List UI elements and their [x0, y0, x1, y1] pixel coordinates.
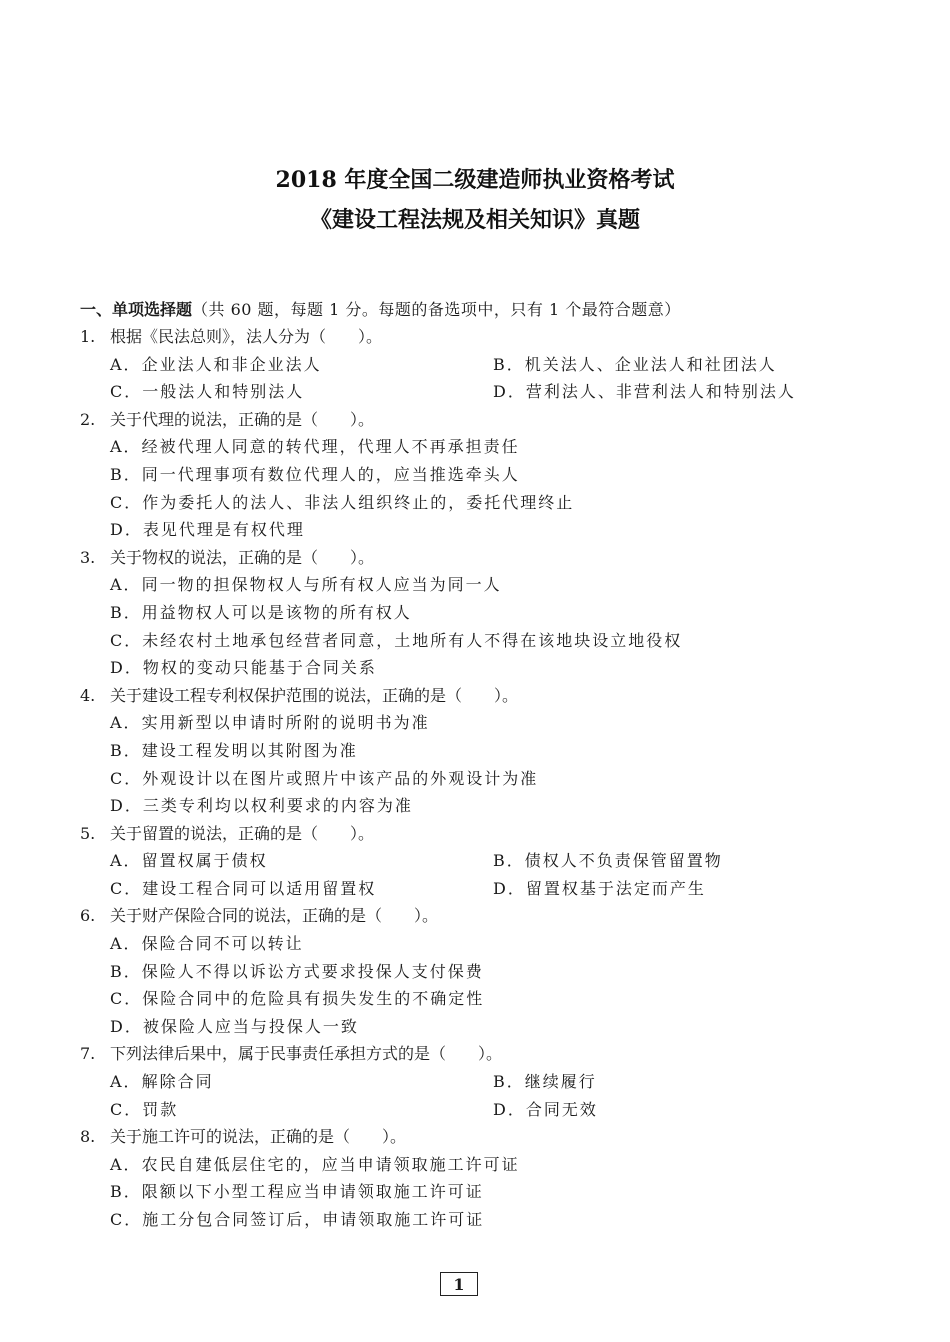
question-stem [80, 820, 860, 848]
question [80, 902, 860, 1040]
option-letter: A． [110, 354, 142, 374]
option-letter: B． [110, 464, 142, 484]
option-text: 保险合同不可以转让 [141, 934, 304, 954]
option-row [80, 875, 860, 903]
question-number: 7. [80, 1044, 96, 1064]
option-text: 建设工程合同可以适用留置权 [142, 878, 377, 898]
option-d [80, 1013, 860, 1041]
question-number: 8. [80, 1127, 96, 1147]
question-number: 4. [80, 685, 96, 705]
option-text: 继续履行 [524, 1072, 597, 1092]
option-letter: D． [110, 658, 143, 678]
question-stem [80, 1040, 860, 1068]
option-letter: A． [110, 437, 142, 457]
option-b [493, 847, 876, 875]
option-text: 限额以下小型工程应当申请领取施工许可证 [141, 1182, 484, 1202]
option-text: 保险人不得以诉讼方式要求投保人支付保费 [141, 961, 484, 981]
option-letter: B． [110, 961, 142, 981]
option-text: 三类专利均以权利要求的内容为准 [142, 796, 413, 816]
option-text: 未经农村土地承包经营者同意，土地所有人不得在该地块设立地役权 [142, 630, 683, 650]
question-text: 关于物权的说法，正确的是（ ）。 [110, 547, 375, 567]
option-c [80, 985, 860, 1013]
option-d [493, 378, 876, 406]
question-text: 根据《民法总则》，法人分为（ ）。 [110, 327, 383, 346]
option-a [110, 351, 493, 379]
option-letter: A． [110, 713, 142, 733]
option-row [80, 1068, 860, 1096]
option-text: 外观设计以在图片或照片中该产品的外观设计为准 [142, 768, 539, 788]
option-text: 企业法人和非企业法人 [141, 354, 322, 374]
question [80, 820, 860, 903]
option-text: 罚款 [142, 1099, 179, 1119]
question-stem [80, 1123, 860, 1151]
option-letter: D． [110, 796, 143, 816]
option-b [80, 737, 860, 765]
section-heading-note: （共 60 题，每题 1 分。每题的备选项中，只有 1 个最符合题意） [192, 300, 681, 319]
option-letter: C． [110, 878, 143, 898]
section-heading-title: 一、单项选择题 [80, 300, 193, 319]
question [80, 323, 860, 406]
option-text: 解除合同 [141, 1072, 214, 1092]
option-text: 作为委托人的法人、非法人组织终止的，委托代理终止 [142, 492, 575, 512]
option-b [80, 1178, 860, 1206]
option-letter: C． [110, 1099, 143, 1119]
question [80, 682, 860, 820]
page-number: 1 [440, 1272, 478, 1296]
option-letter: B． [110, 740, 142, 760]
option-text: 一般法人和特别法人 [142, 382, 305, 402]
option-text: 留置权基于法定而产生 [525, 878, 706, 898]
option-d [80, 654, 860, 682]
question [80, 544, 860, 682]
option-letter: A． [110, 1072, 142, 1092]
option-a [80, 571, 860, 599]
option-letter: B． [493, 354, 525, 374]
option-row [80, 351, 860, 379]
option-text: 合同无效 [525, 1099, 598, 1119]
question-number: 1. [80, 327, 96, 346]
option-text: 实用新型以申请时所附的说明书为准 [141, 713, 430, 733]
option-letter: D． [493, 382, 526, 402]
question [80, 1123, 860, 1233]
option-a [80, 709, 860, 737]
option-text: 留置权属于债权 [141, 851, 268, 871]
option-c [80, 1206, 860, 1234]
option-a [110, 1068, 493, 1096]
option-letter: A． [110, 851, 142, 871]
option-d [80, 516, 860, 544]
question [80, 1040, 860, 1123]
exam-title [0, 160, 950, 240]
option-a [80, 930, 860, 958]
option-b [493, 1068, 876, 1096]
option-letter: B． [110, 602, 142, 622]
option-letter: C． [110, 989, 143, 1009]
option-c [110, 1096, 493, 1124]
option-text: 用益物权人可以是该物的所有权人 [141, 602, 412, 622]
option-b [493, 351, 876, 379]
question-stem [80, 682, 860, 710]
option-text: 物权的变动只能基于合同关系 [142, 658, 377, 678]
option-text: 施工分包合同签订后，申请领取施工许可证 [142, 1210, 485, 1229]
option-text: 建设工程发明以其附图为准 [141, 740, 358, 760]
option-row [80, 1096, 860, 1124]
option-text: 被保险人应当与投保人一致 [142, 1016, 359, 1036]
question-text: 关于留置的说法，正确的是（ ）。 [110, 823, 375, 843]
option-text: 债权人不负责保管留置物 [524, 851, 723, 871]
option-letter: A． [110, 934, 142, 954]
question-text: 下列法律后果中，属于民事责任承担方式的是（ ）。 [110, 1044, 503, 1064]
option-a [80, 1151, 860, 1179]
question-stem [80, 406, 860, 434]
option-letter: A． [110, 575, 142, 595]
option-text: 农民自建低层住宅的，应当申请领取施工许可证 [141, 1154, 520, 1174]
option-text: 同一物的担保物权人与所有权人应当为同一人 [141, 575, 502, 595]
option-letter: D． [493, 878, 526, 898]
option-letter: C． [110, 382, 143, 402]
option-d [493, 875, 876, 903]
option-text: 表见代理是有权代理 [142, 520, 305, 540]
option-d [493, 1096, 876, 1124]
option-a [110, 847, 493, 875]
option-letter: A． [110, 1154, 142, 1174]
option-letter: B． [110, 1182, 142, 1202]
option-c [110, 378, 493, 406]
option-d [80, 792, 860, 820]
option-b [80, 958, 860, 986]
option-letter: C． [110, 492, 143, 512]
option-text: 营利法人、非营利法人和特别法人 [525, 382, 796, 402]
option-letter: C． [110, 630, 143, 650]
question-number: 3. [80, 547, 96, 567]
option-letter: C． [110, 1210, 143, 1229]
question [80, 406, 860, 544]
option-c [80, 627, 860, 655]
option-text: 同一代理事项有数位代理人的，应当推选牵头人 [141, 464, 520, 484]
question-stem [80, 902, 860, 930]
question-content [80, 296, 860, 1234]
option-row [80, 847, 860, 875]
exam-title-line-1: 2018 年度全国二级建造师执业资格考试 [275, 167, 675, 193]
option-c [80, 489, 860, 517]
option-letter: B． [493, 851, 525, 871]
option-letter: D． [493, 1099, 526, 1119]
option-letter: D． [110, 1016, 143, 1036]
option-c [110, 875, 493, 903]
option-text: 经被代理人同意的转代理，代理人不再承担责任 [141, 437, 520, 457]
option-text: 保险合同中的危险具有损失发生的不确定性 [142, 989, 485, 1009]
exam-title-line-2: 《建设工程法规及相关知识》真题 [309, 207, 640, 233]
option-letter: D． [110, 520, 143, 540]
question-text: 关于建设工程专利权保护范围的说法，正确的是（ ）。 [110, 685, 519, 705]
option-b [80, 599, 860, 627]
question-text: 关于代理的说法，正确的是（ ）。 [110, 409, 375, 429]
option-text: 机关法人、企业法人和社团法人 [524, 354, 777, 374]
option-letter: B． [493, 1072, 525, 1092]
question-text: 关于施工许可的说法，正确的是（ ）。 [110, 1127, 407, 1147]
option-a [80, 433, 860, 461]
question-stem [80, 544, 860, 572]
question-number: 2. [80, 409, 96, 429]
question-number: 5. [80, 823, 96, 843]
question-stem [80, 323, 860, 351]
section-heading [80, 296, 860, 323]
option-row [80, 378, 860, 406]
option-c [80, 765, 860, 793]
question-text: 关于财产保险合同的说法，正确的是（ ）。 [110, 906, 439, 926]
question-number: 6. [80, 906, 96, 926]
option-b [80, 461, 860, 489]
option-letter: C． [110, 768, 143, 788]
